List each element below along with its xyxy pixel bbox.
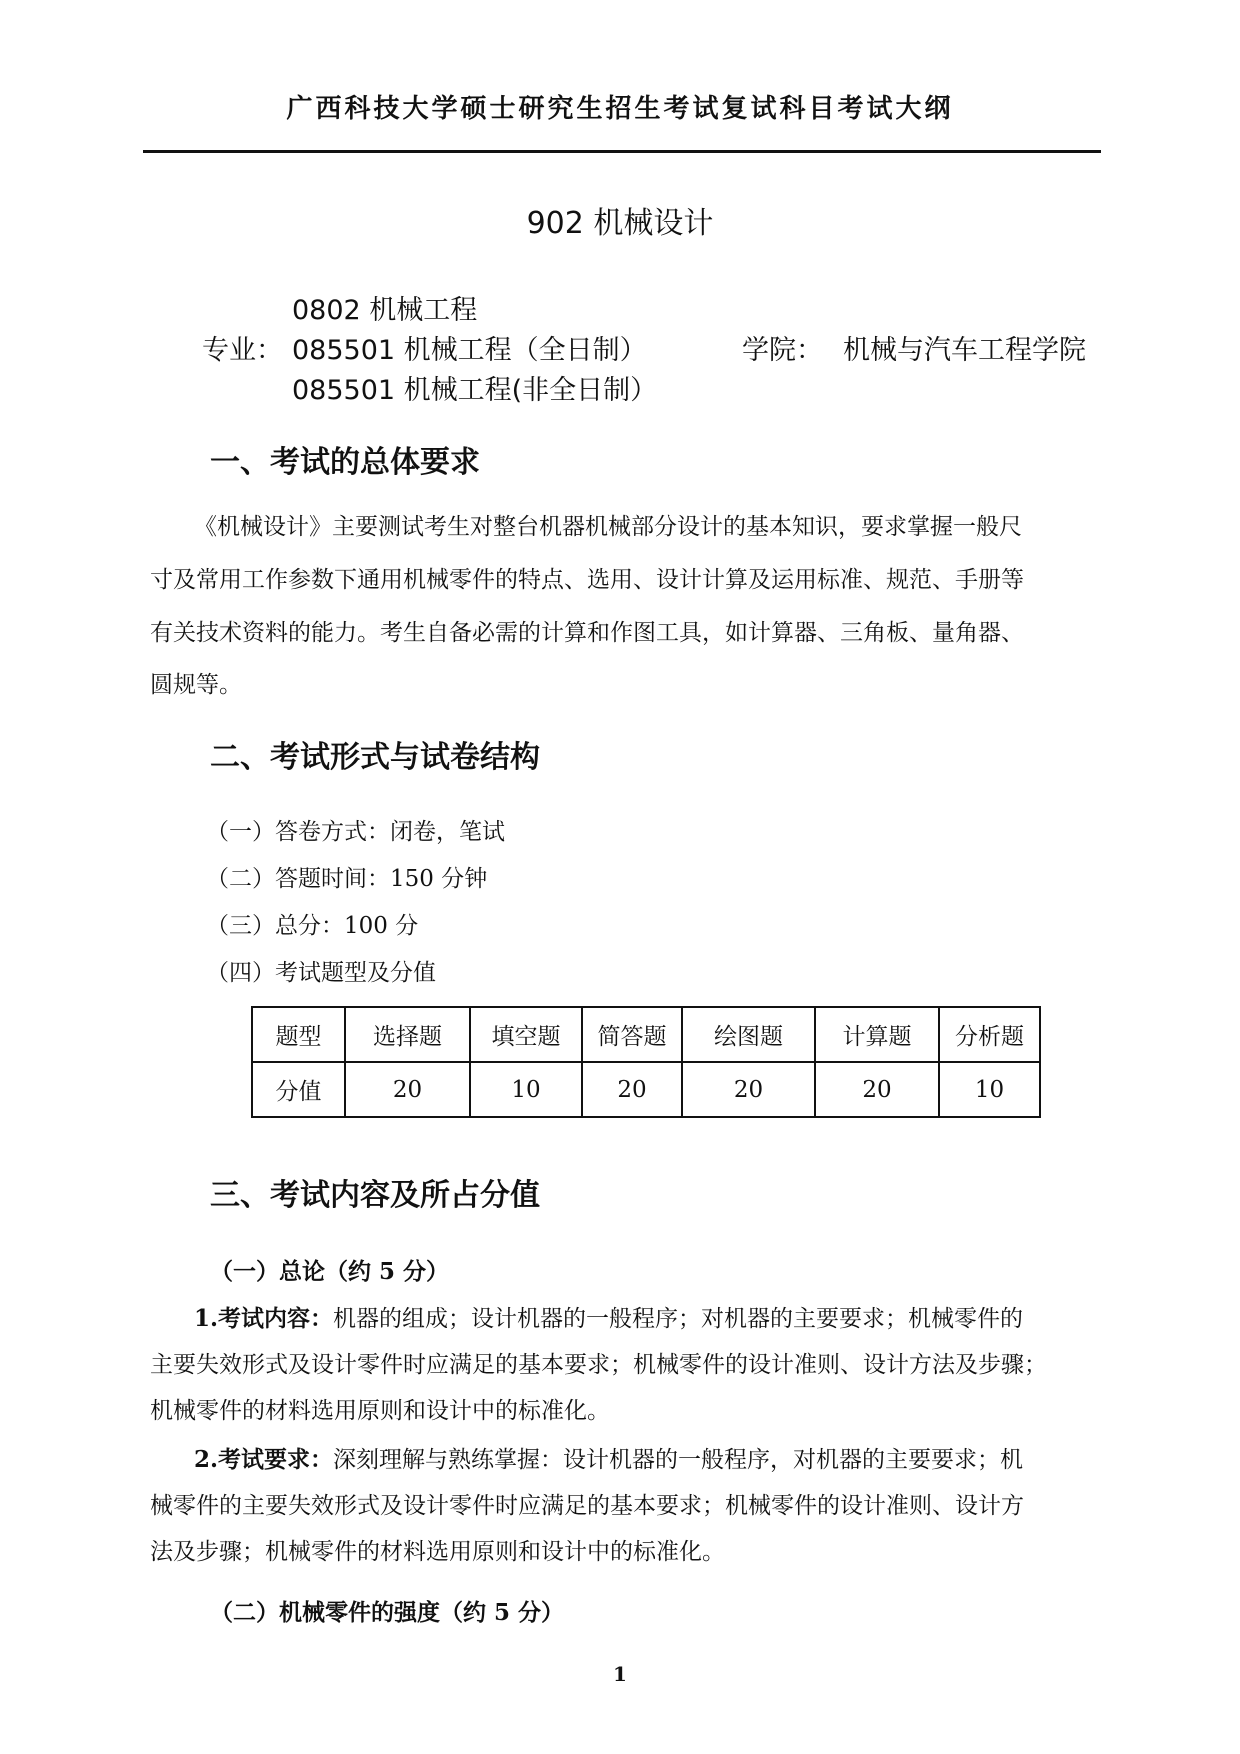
s3-content-line-3: 机械零件的材料选用原则和设计中的标准化。 <box>150 1398 610 1424</box>
s3-content-line-2: 主要失效形式及设计零件时应满足的基本要求；机械零件的设计准则、设计方法及步骤； <box>150 1352 1047 1378</box>
table-row <box>252 1007 1040 1062</box>
table-cell: 分值 <box>252 1062 345 1117</box>
s3-sub1-heading: （一）总论（约 5 分） <box>210 1258 450 1285</box>
s3-sub2-heading: （二）机械零件的强度（约 5 分） <box>210 1599 565 1626</box>
table-cell: 简答题 <box>582 1007 682 1062</box>
table-cell: 绘图题 <box>682 1007 815 1062</box>
req-label: 2.考试要求： <box>194 1446 334 1473</box>
table-cell: 20 <box>582 1062 682 1117</box>
s3-req-line-1 <box>194 1441 1023 1474</box>
table-cell: 填空题 <box>470 1007 582 1062</box>
s2-item-2: （二）答题时间：150 分钟 <box>206 866 488 892</box>
college-label: 学院： <box>742 335 823 366</box>
s2-item-1: （一）答卷方式：闭卷，笔试 <box>206 819 505 845</box>
table-row <box>252 1062 1040 1117</box>
page-number: 1 <box>613 1662 627 1686</box>
table-cell: 计算题 <box>815 1007 939 1062</box>
section-1-heading: 一、考试的总体要求 <box>210 445 480 480</box>
table-cell: 20 <box>682 1062 815 1117</box>
table-cell: 20 <box>345 1062 470 1117</box>
header-rule <box>143 150 1101 153</box>
s3-req-line-2: 械零件的主要失效形式及设计零件时应满足的基本要求；机械零件的设计准则、设计方 <box>150 1493 1024 1519</box>
table-cell: 选择题 <box>345 1007 470 1062</box>
table-cell: 20 <box>815 1062 939 1117</box>
s3-content-line-1 <box>194 1300 1023 1333</box>
subject-title: 902 机械设计 <box>526 206 714 241</box>
s2-item-4: （四）考试题型及分值 <box>206 960 436 986</box>
table-cell: 10 <box>470 1062 582 1117</box>
req-text: 深刻理解与熟练掌握：设计机器的一般程序，对机器的主要要求；机 <box>333 1447 1024 1473</box>
content-label: 1.考试内容： <box>194 1305 334 1332</box>
s1-line-3: 有关技术资料的能力。考生自备必需的计算和作图工具，如计算器、三角板、量角器、 <box>150 620 1024 646</box>
major-line-1: 0802 机械工程 <box>292 295 478 326</box>
section-3-heading: 三、考试内容及所占分值 <box>210 1178 540 1213</box>
section-2-heading: 二、考试形式与试卷结构 <box>210 740 540 775</box>
content-text: 机器的组成；设计机器的一般程序；对机器的主要要求；机械零件的 <box>333 1306 1024 1332</box>
s1-line-1: 《机械设计》主要测试考生对整台机器机械部分设计的基本知识，要求掌握一般尺 <box>194 514 1022 540</box>
college-value: 机械与汽车工程学院 <box>843 335 1086 366</box>
major-line-3: 085501 机械工程(非全日制） <box>292 375 658 406</box>
major-label: 专业： <box>202 335 283 366</box>
score-table <box>251 1006 1041 1118</box>
s1-line-2: 寸及常用工作参数下通用机械零件的特点、选用、设计计算及运用标准、规范、手册等 <box>150 567 1024 593</box>
major-line-2: 085501 机械工程（全日制） <box>292 335 647 366</box>
table-cell: 分析题 <box>939 1007 1040 1062</box>
s1-line-4: 圆规等。 <box>150 672 242 698</box>
table-cell: 题型 <box>252 1007 345 1062</box>
s3-req-line-3: 法及步骤；机械零件的材料选用原则和设计中的标准化。 <box>150 1539 725 1565</box>
document-header: 广西科技大学硕士研究生招生考试复试科目考试大纲 <box>286 94 954 124</box>
table-cell: 10 <box>939 1062 1040 1117</box>
s2-item-3: （三）总分：100 分 <box>206 913 419 939</box>
